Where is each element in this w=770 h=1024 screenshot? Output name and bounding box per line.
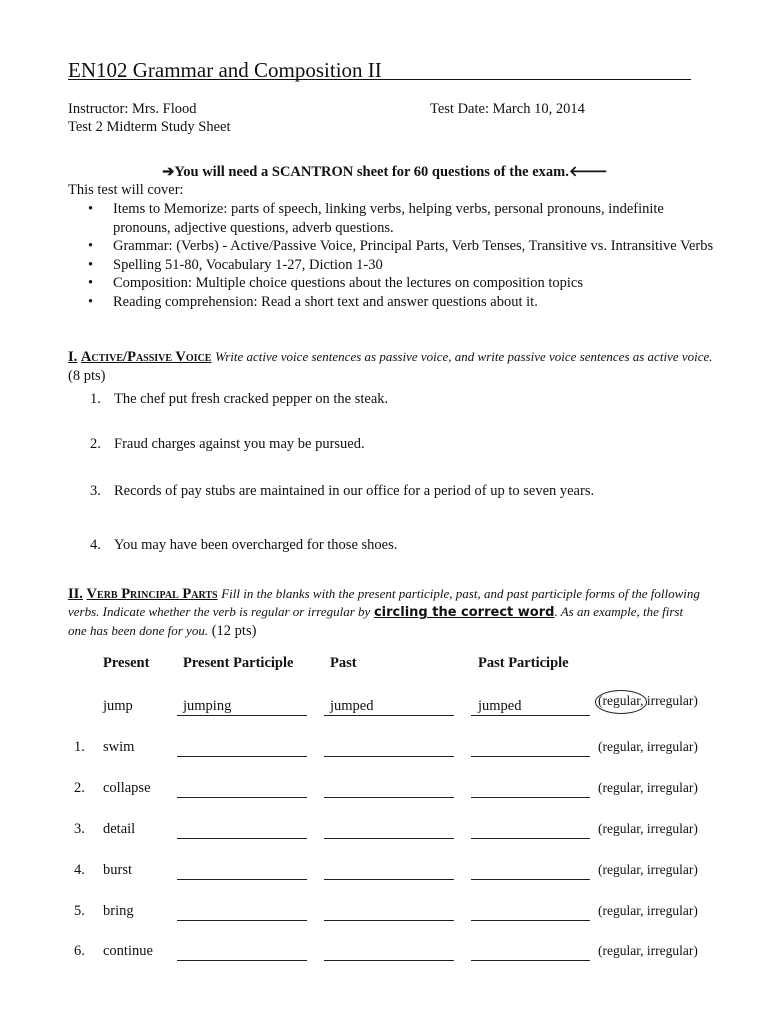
past-participle-blank[interactable] (471, 879, 590, 880)
regularity-choice[interactable]: (regular, irregular) (598, 780, 698, 795)
question-text: The chef put fresh cracked pepper on the steak. (114, 391, 389, 407)
col-present-participle: Present Participle (183, 655, 294, 671)
present-participle-blank[interactable] (177, 838, 307, 839)
present-participle-blank[interactable] (177, 920, 307, 921)
row-verb: collapse (103, 780, 151, 796)
past-blank[interactable] (324, 797, 454, 798)
regularity-choice[interactable]: (regular, irregular) (598, 862, 698, 877)
question-number: 1. (90, 391, 101, 407)
section-2-emphasis: circling the correct word (373, 605, 555, 620)
example-verb: jump (103, 698, 133, 714)
section-1-number: I. (68, 349, 78, 365)
row-number: 1. (74, 739, 85, 755)
past-participle-blank[interactable] (471, 960, 590, 961)
coverage-list (88, 200, 718, 311)
regularity-choice[interactable]: (regular, irregular) (598, 739, 698, 754)
past-participle-blank[interactable] (471, 838, 590, 839)
section-1-points: (8 pts) (68, 368, 106, 384)
row-verb: swim (103, 739, 135, 755)
section-2-instruction-b: . As an example, the first one has been done for you. (68, 604, 684, 638)
present-participle-blank[interactable] (177, 879, 307, 880)
past-blank[interactable] (324, 920, 454, 921)
section-2-points: (12 pts) (211, 623, 257, 639)
bullet-icon: • (88, 256, 94, 273)
question-number: 2. (90, 436, 101, 452)
past-participle-blank[interactable] (471, 756, 590, 757)
example-present-participle: jumping (183, 698, 232, 714)
question-text: Records of pay stubs are maintained in our office for a period of up to seven years. (114, 483, 595, 499)
question-text: Fraud charges against you may be pursued. (114, 436, 365, 452)
regularity-choice[interactable]: (regular, irregular) (598, 943, 698, 958)
past-blank[interactable] (324, 838, 454, 839)
row-number: 2. (74, 780, 85, 796)
list-item (88, 293, 718, 312)
example-past: jumped (330, 698, 374, 714)
coverage-intro: This test will cover: (68, 182, 184, 198)
past-blank[interactable] (324, 756, 454, 757)
section-2-title: Verb Principal Parts (86, 586, 218, 602)
row-number: 4. (74, 862, 85, 878)
past-blank[interactable] (324, 879, 454, 880)
example-past-participle: jumped (478, 698, 522, 714)
present-participle-blank[interactable] (177, 797, 307, 798)
circle-mark-icon (595, 690, 647, 714)
notice-text: You will need a SCANTRON sheet for 60 questions of the exam. (174, 164, 569, 180)
blank-line (177, 715, 307, 716)
coverage-item: Composition: Multiple choice questions about the lectures on composition topics (113, 275, 583, 291)
list-item (88, 237, 718, 256)
past-participle-blank[interactable] (471, 797, 590, 798)
row-number: 3. (74, 821, 85, 837)
present-participle-blank[interactable] (177, 960, 307, 961)
past-blank[interactable] (324, 960, 454, 961)
row-number: 5. (74, 903, 85, 919)
question-2 (90, 436, 365, 453)
bullet-icon: • (88, 275, 94, 291)
blank-line (471, 715, 590, 716)
section-2-number: II. (68, 586, 83, 602)
section-1-instruction: Write active voice sentences as passive voice, and write passive voice sentences as active voice. (215, 349, 713, 364)
present-participle-blank[interactable] (177, 756, 307, 757)
bullet-icon: • (88, 201, 94, 217)
question-3 (90, 483, 594, 500)
bullet-icon: • (88, 293, 94, 310)
coverage-item: Spelling 51-80, Vocabulary 1-27, Diction 1-30 (113, 256, 383, 273)
col-present: Present (103, 655, 150, 671)
coverage-item: Reading comprehension: Read a short text and answer questions about it. (113, 293, 538, 310)
blank-line (324, 715, 454, 716)
coverage-item: Items to Memorize: parts of speech, linking verbs, helping verbs, personal pronouns, indefinite pronouns, adjective questions, adverb questions. (113, 201, 664, 236)
section-2-instruction-a: Fill in the blanks with the present participle, past, and past participle forms of the following verbs. Indicate whether the verb is regular or irregular by (68, 586, 700, 619)
section-1-heading (68, 349, 713, 366)
row-verb: detail (103, 821, 136, 837)
question-number: 4. (90, 537, 101, 553)
list-item (88, 274, 718, 293)
coverage-item: Grammar: (Verbs) - Active/Passive Voice, Principal Parts, Verb Tenses, Transitive vs. Intransitive Verbs (113, 238, 714, 254)
question-text: You may have been overcharged for those shoes. (114, 537, 398, 553)
col-past: Past (330, 655, 357, 671)
section-1-title: Active/Passive Voice (80, 349, 212, 365)
list-item (88, 256, 718, 275)
scantron-notice (0, 163, 770, 181)
question-number: 3. (90, 483, 101, 499)
past-participle-blank[interactable] (471, 920, 590, 921)
question-1 (90, 391, 388, 408)
row-verb: burst (103, 862, 132, 878)
page-title: EN102 Grammar and Composition II (68, 58, 382, 82)
example-choice: (regular, irregular) (598, 693, 698, 708)
test-date: Test Date: March 10, 2014 (430, 101, 585, 117)
instructor-line: Instructor: Mrs. Flood (68, 101, 197, 117)
arrow-left-icon: 🡐 (568, 164, 608, 180)
col-past-participle: Past Participle (478, 655, 569, 671)
bullet-icon: • (88, 238, 94, 254)
title-underline (68, 79, 691, 80)
row-number: 6. (74, 943, 85, 959)
regularity-choice[interactable]: (regular, irregular) (598, 903, 698, 918)
list-item (88, 200, 718, 237)
row-verb: bring (103, 903, 134, 919)
regularity-choice[interactable]: (regular, irregular) (598, 821, 698, 836)
sheet-name: Test 2 Midterm Study Sheet (68, 119, 231, 135)
section-2-heading (68, 585, 703, 640)
row-verb: continue (103, 943, 153, 959)
arrow-right-icon: ➔ (162, 164, 175, 180)
question-4 (90, 537, 397, 554)
